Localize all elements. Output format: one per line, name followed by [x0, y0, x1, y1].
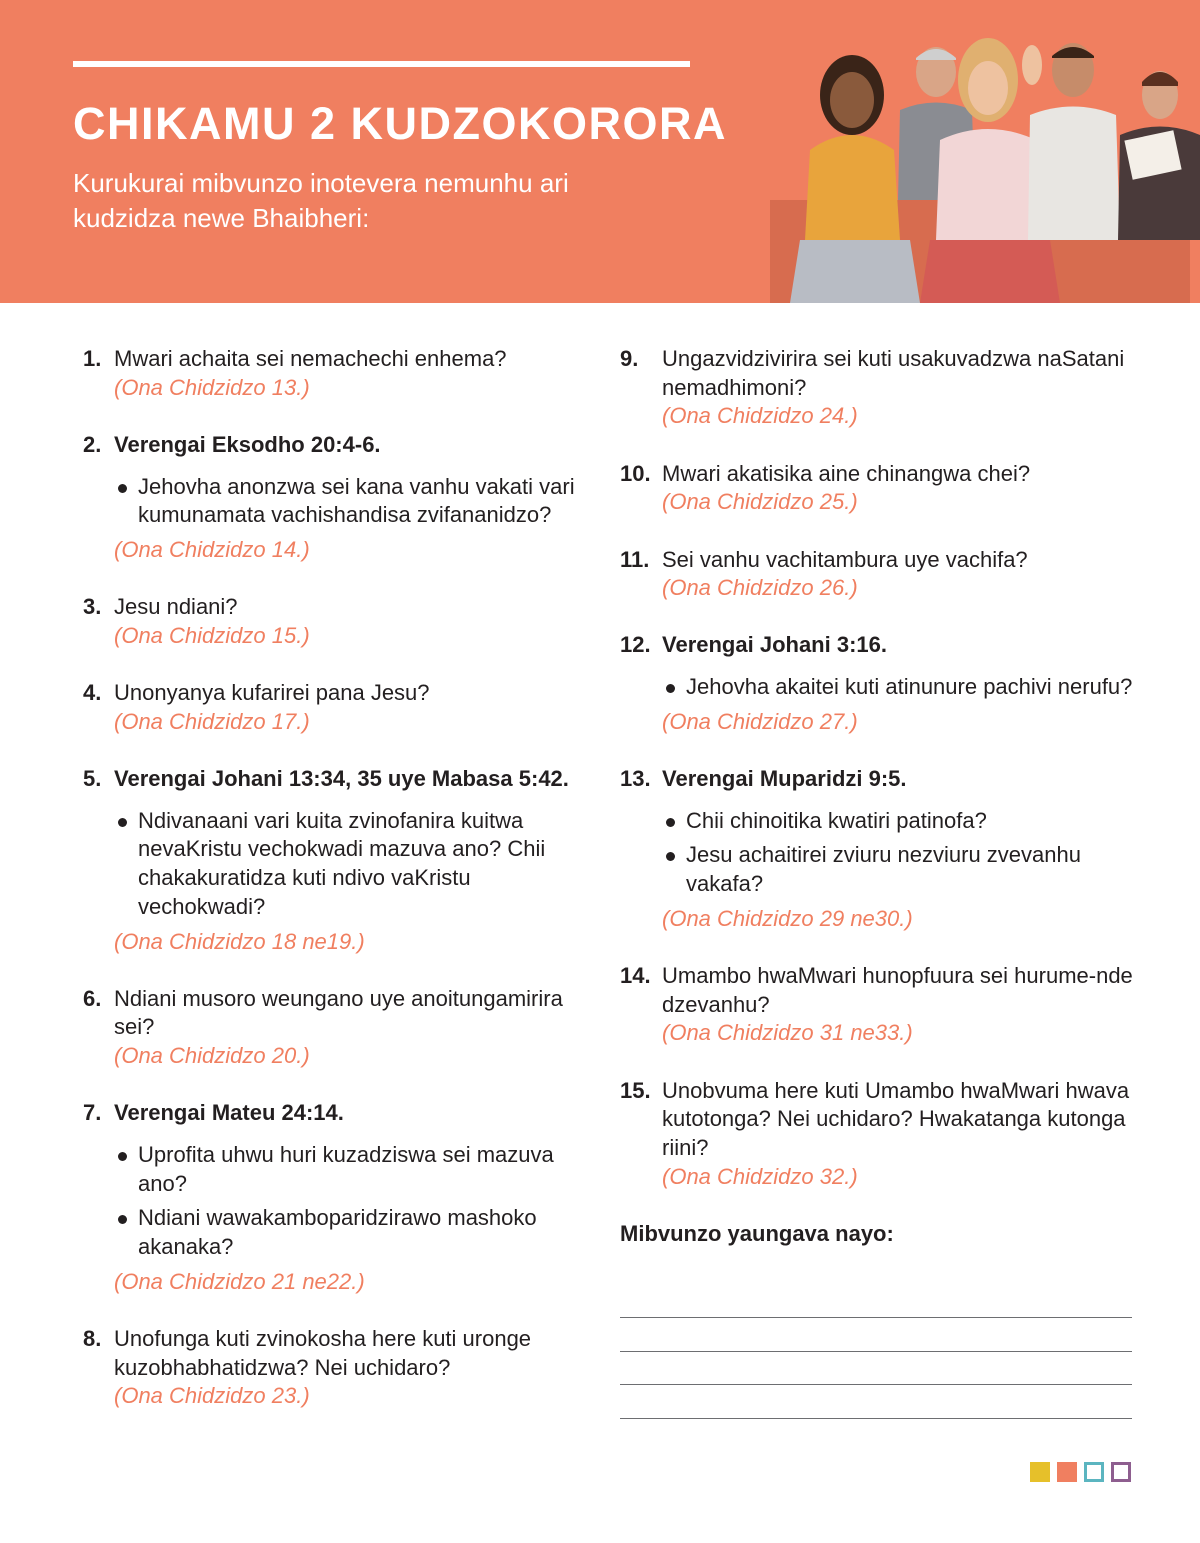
question-item: [83, 985, 583, 1071]
people-illustration: [760, 0, 1200, 303]
question-text: Sei vanhu vachitambura uye vachifa?: [662, 546, 1028, 572]
yellow-square-icon: [1030, 1462, 1050, 1482]
question-item: [620, 631, 1135, 736]
lesson-reference: (Ona Chidzidzo 31 ne33.): [662, 1020, 913, 1046]
writing-line[interactable]: [620, 1351, 1132, 1352]
question-text: Mwari achaita sei nemachechi enhema?: [114, 346, 507, 371]
questions-left-column: [83, 345, 583, 1440]
question-number: 1.: [83, 346, 102, 371]
lesson-reference: (Ona Chidzidzo 27.): [662, 708, 858, 734]
question-text: Umambo hwaMwari hunopfuura sei hurume-nde dzevanhu?: [662, 963, 1133, 1017]
writing-line[interactable]: [620, 1384, 1132, 1385]
question-number: 9.: [620, 346, 639, 371]
orange-square-icon: [1057, 1462, 1077, 1482]
writing-line[interactable]: [620, 1418, 1132, 1419]
question-number: 7.: [83, 1100, 102, 1126]
teal-outline-square-icon: [1084, 1462, 1104, 1482]
question-number: 14.: [620, 963, 651, 989]
question-item: [83, 345, 583, 402]
page-title: CHIKAMU 2 KUDZOKORORA: [73, 98, 727, 149]
extra-questions-label: Mibvunzo yaungava nayo:: [620, 1220, 894, 1246]
writing-line[interactable]: [620, 1317, 1132, 1318]
page-subtitle: Kurukurai mibvunzo inotevera nemunhu ari kudzidza newe Bhaibheri:: [73, 168, 569, 233]
header-banner: [0, 0, 1200, 303]
questions-right-column: [620, 345, 1135, 1249]
question-text: Unofunga kuti zvinokosha here kuti uronge kuzobhabhatidzwa? Nei uchidaro?: [114, 1326, 532, 1380]
question-text: Mwari akatisika aine chinangwa chei?: [662, 460, 1031, 486]
question-item: [620, 460, 1135, 517]
question-text: Ndiani musoro weungano uye anoitungamirira sei?: [114, 985, 563, 1040]
question-number: 2.: [83, 431, 102, 457]
bullet-list: [662, 673, 1135, 702]
question-number: 6.: [83, 985, 102, 1011]
question-number: 5.: [83, 766, 102, 792]
bullet-item: Jesu achaitirei zviuru nezviuru zvevanhu vakafa?: [686, 841, 1135, 898]
lesson-reference: (Ona Chidzidzo 23.): [114, 1383, 310, 1409]
question-item: [83, 1099, 583, 1296]
bullet-item: Jehovha akaitei kuti atinunure pachivi nerufu?: [686, 673, 1135, 702]
question-text: Unonyanya kufarirei pana Jesu?: [114, 680, 430, 706]
purple-outline-square-icon: [1111, 1462, 1131, 1482]
question-item: [620, 962, 1135, 1048]
lesson-reference: (Ona Chidzidzo 21 ne22.): [114, 1268, 365, 1294]
question-text: Jesu ndiani?: [114, 594, 238, 620]
bullet-item: Ndiani wawakamboparidzirawo mashoko akanaka?: [138, 1204, 583, 1261]
bullet-list: [114, 1141, 583, 1262]
bullet-item: Uprofita uhwu huri kuzadziswa sei mazuva ano?: [138, 1141, 583, 1198]
question-text: Verengai Mateu 24:14.: [114, 1100, 344, 1126]
lesson-reference: (Ona Chidzidzo 20.): [114, 1043, 310, 1069]
question-text: Verengai Johani 13:34, 35 uye Mabasa 5:42.: [114, 766, 569, 792]
question-item: [620, 546, 1135, 603]
question-text: Verengai Muparidzi 9:5.: [662, 766, 907, 792]
question-text: Ungazvidzivirira sei kuti usakuvadzwa naSatani nemadhimoni?: [662, 346, 1125, 400]
question-text: Verengai Johani 3:16.: [662, 632, 887, 658]
question-number: 15.: [620, 1077, 651, 1103]
question-text: Verengai Eksodho 20:4-6.: [114, 431, 381, 457]
bullet-item: Jehovha anonzwa sei kana vanhu vakati vari kumunamata vachishandisa zvifananidzo?: [138, 473, 583, 530]
question-item: [620, 345, 1135, 431]
question-item: [83, 593, 583, 650]
lesson-reference: (Ona Chidzidzo 25.): [662, 489, 858, 515]
question-item: [83, 765, 583, 956]
question-number: 8.: [83, 1326, 102, 1352]
question-item: [83, 431, 583, 565]
question-item: [83, 679, 583, 736]
lesson-reference: (Ona Chidzidzo 15.): [114, 622, 310, 648]
lesson-reference: (Ona Chidzidzo 14.): [114, 537, 310, 563]
bullet-list: [114, 473, 583, 530]
question-number: 11.: [620, 546, 650, 572]
lesson-reference: (Ona Chidzidzo 32.): [662, 1163, 858, 1189]
lesson-reference: (Ona Chidzidzo 26.): [662, 575, 858, 601]
header-rule: [73, 61, 690, 67]
question-number: 4.: [83, 680, 102, 706]
lesson-reference: (Ona Chidzidzo 29 ne30.): [662, 905, 913, 931]
bullet-item: Ndivanaani vari kuita zvinofanira kuitwa nevaKristu vechokwadi mazuva ano? Chii chakakuratidza kuti ndivo vaKristu vechokwadi?: [138, 807, 583, 922]
question-number: 3.: [83, 594, 102, 620]
question-number: 12.: [620, 632, 651, 658]
lesson-reference: (Ona Chidzidzo 17.): [114, 708, 310, 734]
lesson-reference: (Ona Chidzidzo 18 ne19.): [114, 928, 365, 954]
bullet-list: [662, 807, 1135, 899]
question-item: [620, 765, 1135, 934]
question-item: [83, 1325, 583, 1411]
lesson-reference: (Ona Chidzidzo 24.): [662, 403, 858, 429]
question-text: Unobvuma here kuti Umambo hwaMwari hwava kutotonga? Nei uchidaro? Hwakatanga kutonga riini?: [662, 1077, 1130, 1161]
question-number: 10.: [620, 460, 651, 486]
question-item: [620, 1077, 1135, 1192]
lesson-reference: (Ona Chidzidzo 13.): [114, 374, 310, 400]
bullet-list: [114, 807, 583, 922]
bullet-item: Chii chinoitika kwatiri patinofa?: [686, 807, 1135, 836]
question-number: 13.: [620, 766, 651, 792]
